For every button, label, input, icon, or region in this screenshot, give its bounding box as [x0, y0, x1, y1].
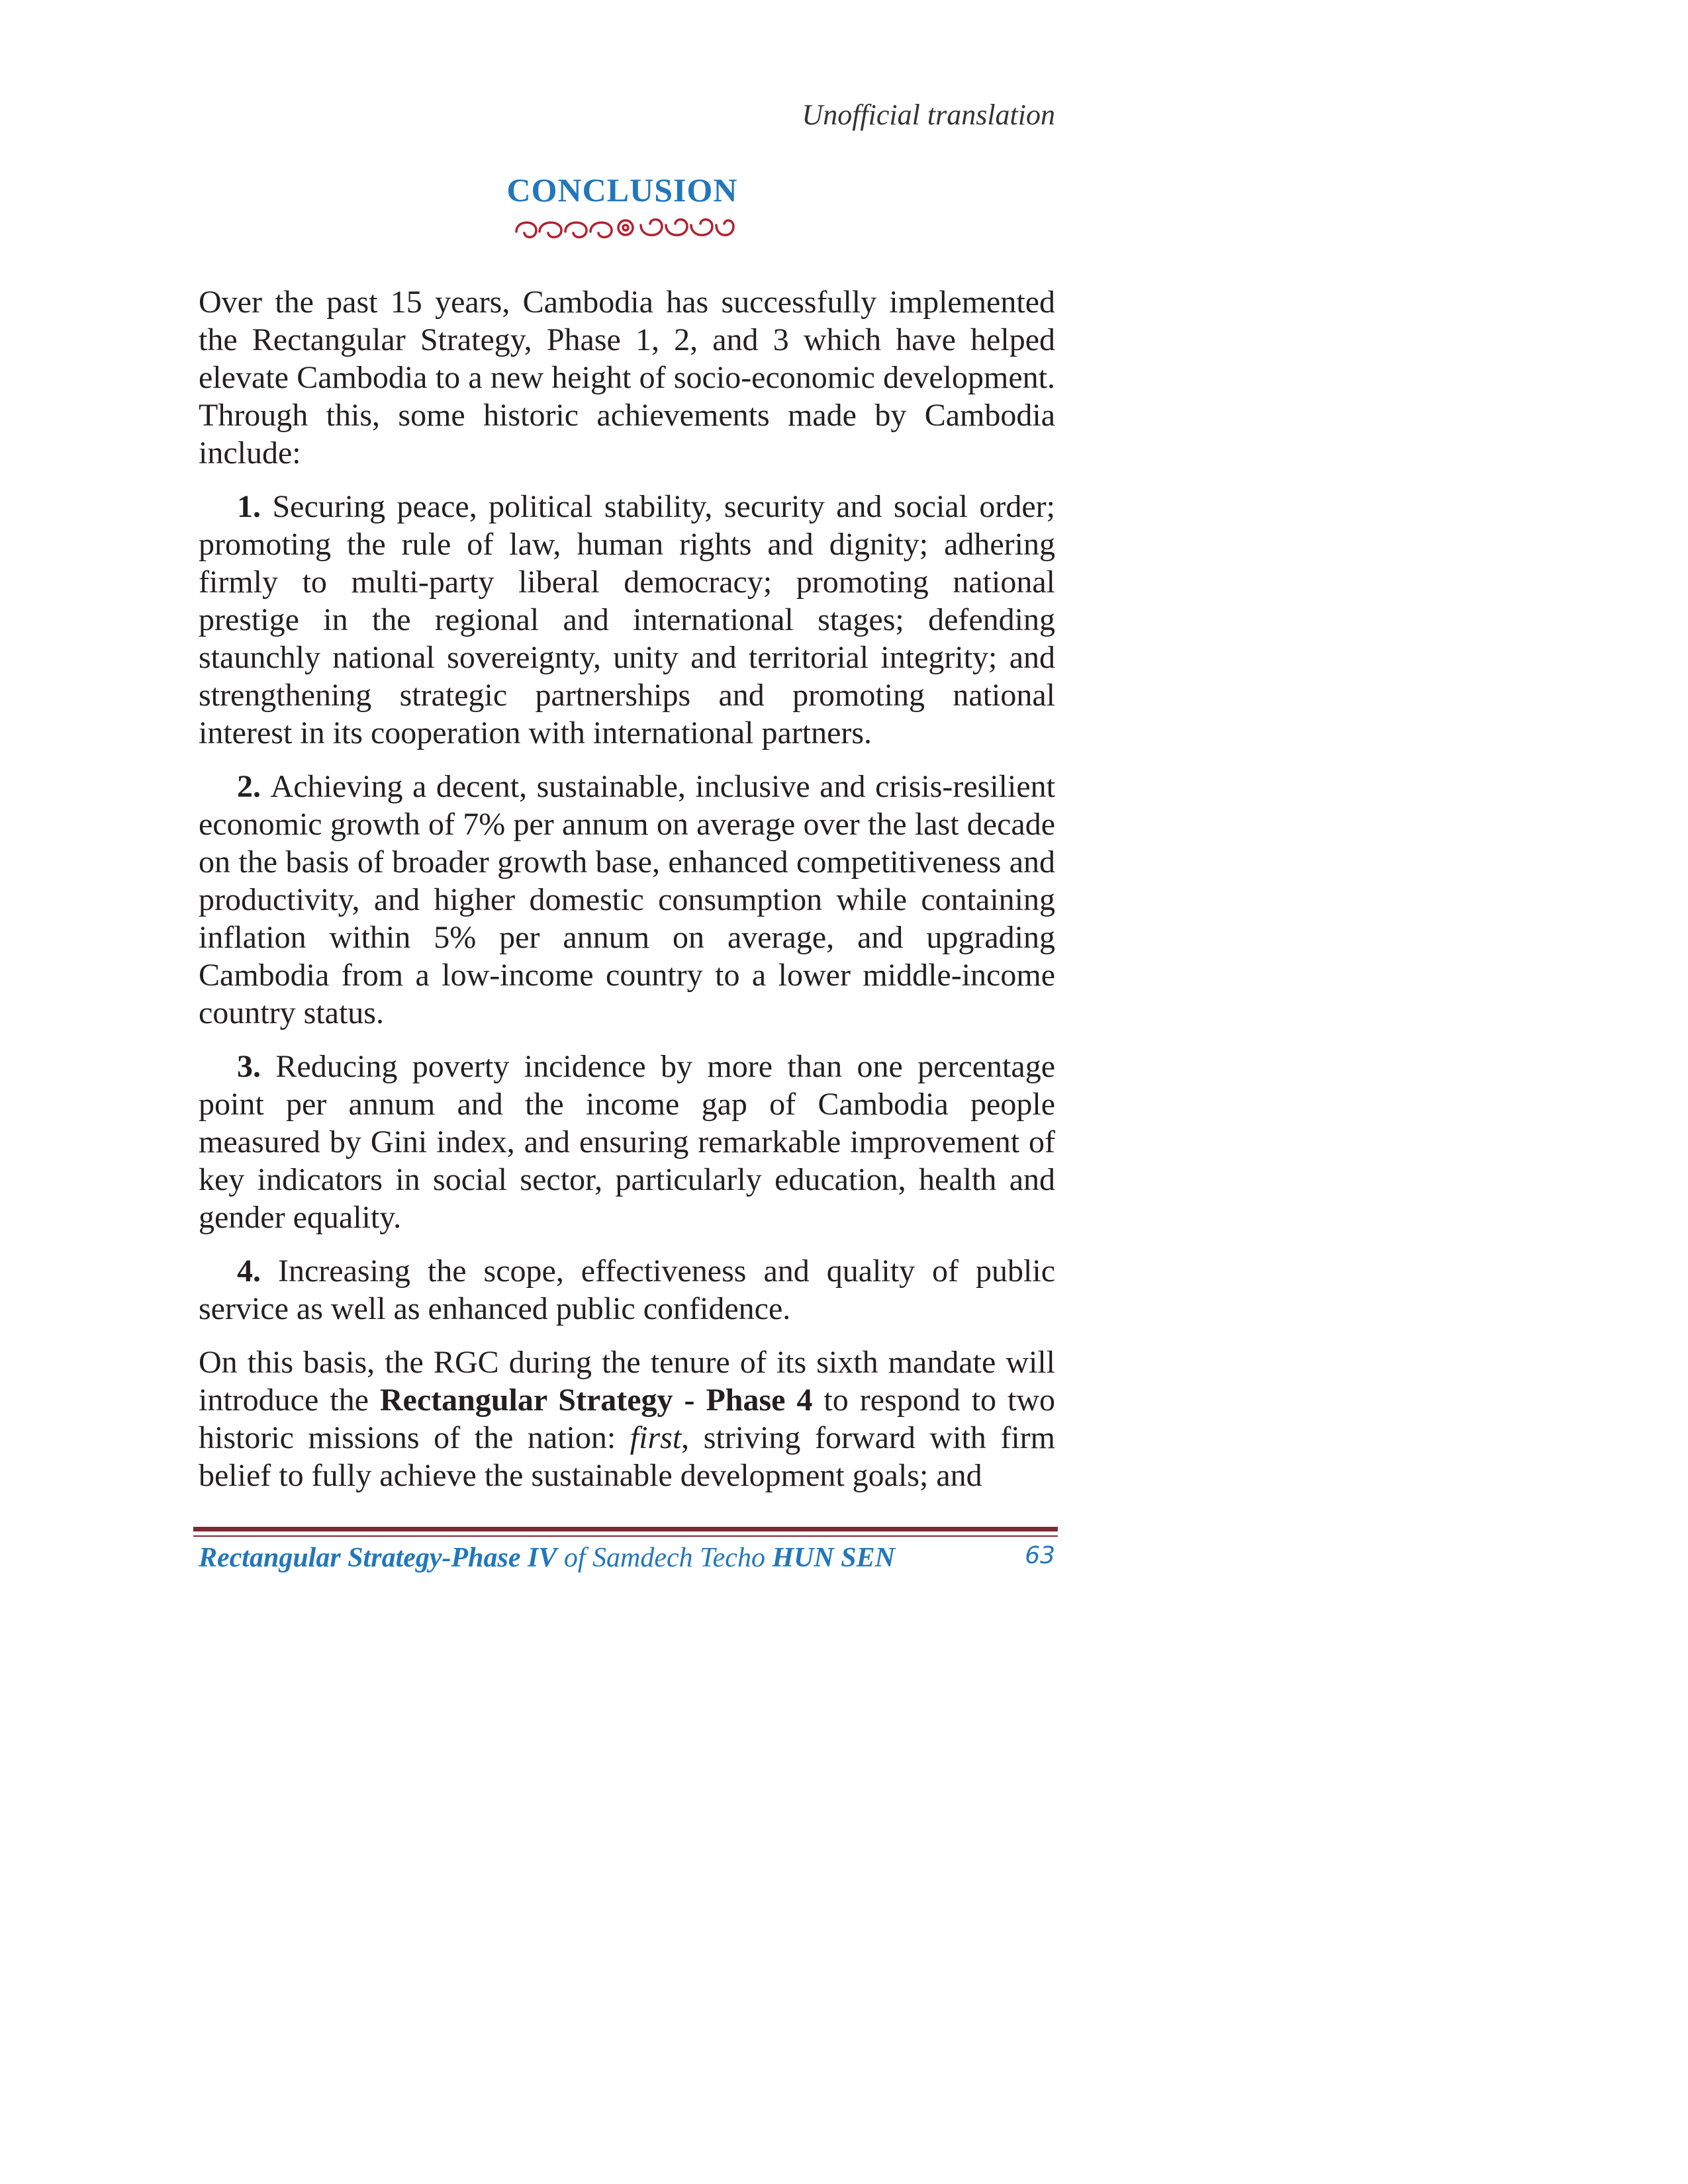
- closing-text-1: On this basis, the RGC during the tenure of its sixth mandate will introduce the: [199, 1345, 1055, 1418]
- list-item: [199, 488, 1055, 752]
- item-number: 4.: [237, 1253, 261, 1289]
- footer-title-mid: of Samdech Techo: [557, 1543, 773, 1573]
- list-item: [199, 1252, 1055, 1328]
- closing-strategy-name: Rectangular Strategy - Phase 4: [379, 1383, 813, 1418]
- closing-text-2: to respond to two historic missions of the nation:: [199, 1383, 1055, 1455]
- closing-emphasis: first: [630, 1420, 682, 1455]
- footer-divider-thin: [193, 1535, 1058, 1537]
- body-text: [199, 283, 1055, 1510]
- footer-title: Rectangular Strategy-Phase IV: [199, 1543, 557, 1573]
- page-footer: [199, 1542, 1055, 1582]
- item-number: 3.: [237, 1049, 261, 1084]
- page-number: 63: [1025, 1542, 1055, 1569]
- list-item: [199, 1048, 1055, 1236]
- header-note: Unofficial translation: [802, 99, 1055, 131]
- page-title: CONCLUSION: [506, 171, 738, 208]
- closing-paragraph: [199, 1343, 1055, 1494]
- list-item: [199, 768, 1055, 1032]
- closing-text-3: , striving forward with firm belief to fully achieve the sustainable development goals; and: [199, 1420, 1055, 1493]
- khmer-decorative-divider-icon: [510, 212, 738, 244]
- item-text: Achieving a decent, sustainable, inclusive and crisis-resilient economic growth of 7% per annum on average over the last decade on the basis of broader growth base, enhanced competitiveness and productivity, and higher domestic consumption while containing inflation within 5% per annum on average, and upgrading Cambodia from a low-income country to a lower middle-income country status.: [199, 769, 1055, 1030]
- footer-author: HUN SEN: [772, 1543, 895, 1573]
- item-text: Securing peace, political stability, security and social order; promoting the rule of law, human rights and dignity; adhering firmly to multi-party liberal democracy; promoting national prestige in the regional and international stages; defending staunchly national sovereignty, unity and territorial integrity; and strengthening strategic partnerships and promoting national interest in its cooperation with international partners.: [199, 489, 1055, 751]
- item-number: 1.: [237, 489, 261, 524]
- footer-divider: [193, 1527, 1058, 1531]
- item-text: Reducing poverty incidence by more than one percentage point per annum and the income gap of Cambodia people measured by Gini index, and ensuring remarkable improvement of key indicators in social sector, particularly education, health and gender equality.: [199, 1049, 1056, 1235]
- item-text: Increasing the scope, effectiveness and quality of public service as well as enhanced public confidence.: [199, 1253, 1056, 1326]
- intro-paragraph: Over the past 15 years, Cambodia has successfully implemented the Rectangular Strategy, Phase 1, 2, and 3 which have helped elevate Cambodia to a new height of socio-economic development. Through this, some historic achievements made by Cambodia include:: [199, 285, 1055, 471]
- item-number: 2.: [237, 769, 261, 804]
